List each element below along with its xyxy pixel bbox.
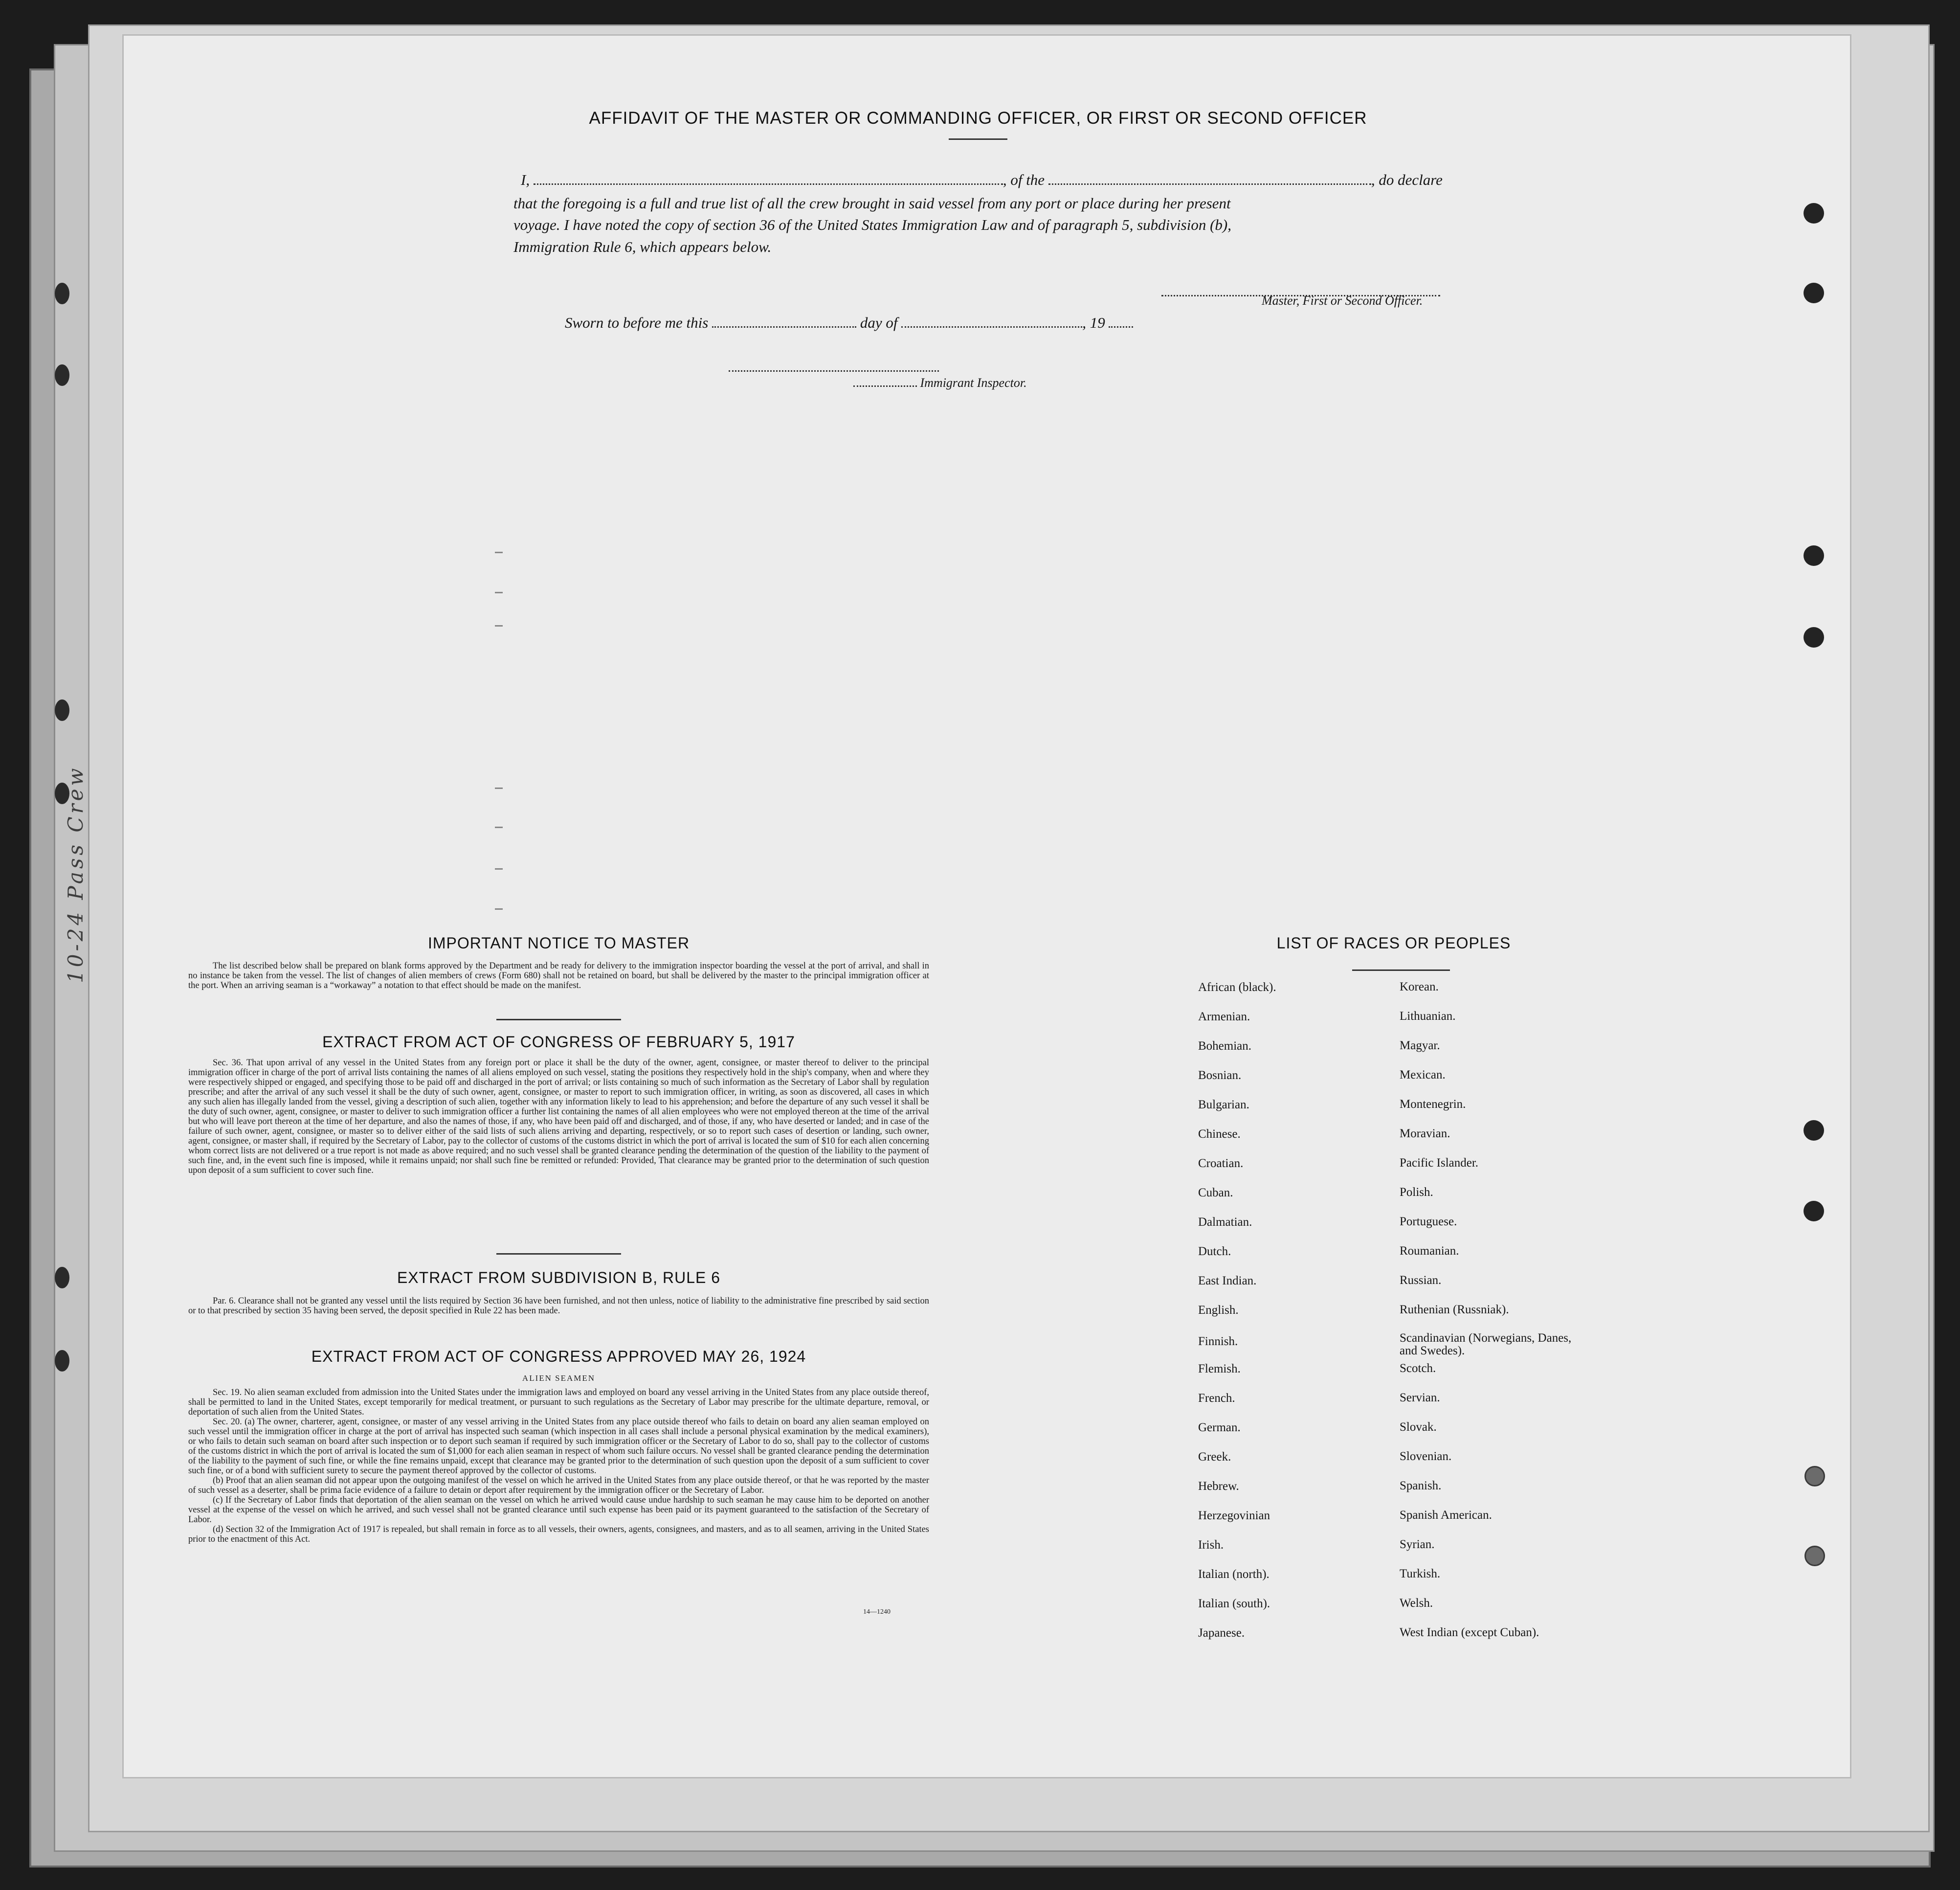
punch-hole	[1804, 1546, 1825, 1566]
affidavit-line-1	[521, 171, 1443, 189]
punch-hole	[1804, 1120, 1824, 1141]
faint-mark	[495, 552, 503, 553]
race-row	[1198, 1626, 1638, 1656]
officer-caption: Master, First or Second Officer.	[1262, 293, 1423, 308]
race-entry: Armenian.	[1198, 1010, 1250, 1023]
inspector-caption-text: Immigrant Inspector.	[920, 376, 1027, 390]
notice-paragraph: The list described below shall be prepared on blank forms approved by the Department and be ready for delivery to the immigration inspector boarding the vessel at the port of arrival, and shall in no instance be taken from the vessel. The list of changes of alien members of crews (Form 680) shall not be retained on board, but shall be delivered by the master to the principal immigration officer at the port. When an arriving seaman is a “workaway” a notation to that effect should be made on the manifest.	[188, 961, 929, 990]
race-entry: Spanish American.	[1400, 1508, 1492, 1522]
race-row	[1198, 1186, 1638, 1215]
affidavit-line-2: that the foregoing is a full and true list of all the crew brought in said vessel from any port or place during her present	[513, 195, 1231, 212]
race-entry: Russian.	[1400, 1274, 1442, 1287]
race-entry: Flemish.	[1198, 1362, 1241, 1375]
punch-hole	[1804, 283, 1824, 303]
race-entry: Portuguese.	[1400, 1215, 1457, 1228]
race-row	[1198, 1392, 1638, 1421]
section-rule	[496, 1253, 621, 1255]
faint-mark	[495, 788, 503, 789]
punch-hole	[1804, 203, 1824, 224]
race-entry: Scotch.	[1400, 1362, 1436, 1375]
race-entry: Irish.	[1198, 1538, 1224, 1552]
extract-rule6-body	[188, 1296, 929, 1316]
race-entry: Ruthenian (Russniak).	[1400, 1303, 1509, 1316]
extract-1924-body	[188, 1388, 929, 1544]
race-entry: French.	[1198, 1392, 1235, 1405]
race-row	[1198, 1098, 1638, 1127]
race-entry: Dalmatian.	[1198, 1215, 1252, 1229]
race-entry: Bulgarian.	[1198, 1098, 1249, 1111]
race-row	[1198, 1274, 1638, 1304]
sworn-day-field[interactable]	[712, 326, 856, 328]
affidavit-line-4: Immigration Rule 6, which appears below.	[513, 238, 772, 255]
race-entry: Servian.	[1400, 1391, 1440, 1404]
race-entry: German.	[1198, 1421, 1241, 1434]
extract-rule6-title: EXTRACT FROM SUBDIVISION B, RULE 6	[397, 1269, 721, 1286]
race-entry: Roumanian.	[1400, 1244, 1459, 1258]
race-entry: West Indian (except Cuban).	[1400, 1626, 1539, 1639]
faint-mark	[495, 625, 503, 627]
race-entry: Magyar.	[1400, 1039, 1440, 1052]
race-row	[1198, 1215, 1638, 1245]
race-entry: Bohemian.	[1198, 1039, 1252, 1053]
race-entry: Slovenian.	[1400, 1450, 1452, 1463]
race-entry: Herzegovinian	[1198, 1509, 1270, 1522]
sec-20c-paragraph: (c) If the Secretary of Labor finds that deportation of the alien seaman on the vessel on which he arrived would cause undue hardship to such seaman he may cause him to be deported on another vessel at the expense of the vessel on which he arrived, and such vessel shall not be granted clearance until such expense has been paid or its payment guaranteed to the satisfaction of the Secretary of Labor.	[188, 1495, 929, 1525]
race-entry: Pacific Islander.	[1400, 1156, 1479, 1170]
race-entry: Chinese.	[1198, 1127, 1241, 1141]
race-row	[1198, 1597, 1638, 1626]
race-row	[1198, 1127, 1638, 1157]
race-entry: Welsh.	[1400, 1597, 1433, 1610]
race-entry: Slovak.	[1400, 1420, 1437, 1434]
notice-title: IMPORTANT NOTICE TO MASTER	[427, 934, 690, 952]
year-label: , 19	[1082, 314, 1105, 331]
sec-20d-paragraph: (d) Section 32 of the Immigration Act of 1917 is repealed, but shall remain in force as to all vessels, their owners, agents, consignees, and masters, and as to all seamen, arriving in the United States prior to the enactment of this Act.	[188, 1525, 929, 1544]
race-entry: Montenegrin.	[1400, 1098, 1466, 1111]
faint-mark	[495, 868, 503, 870]
race-entry: Italian (south).	[1198, 1597, 1270, 1610]
sec-36-paragraph: Sec. 36. That upon arrival of any vessel in the United States from any foreign port or place it shall be the duty of the owner, agent, consignee, or master thereof to deliver to the principal immigration officer in charge of the port of arrival lists containing the names of all aliens employed on such vessel, stating the positions they respectively hold in the ship's company, when and where they were respectively shipped or engaged, and specifying those to be paid off and discharged in the port of arrival; or lists containing so much of such information as the Secretary of Labor shall by regulation prescribe; and after the arrival of any such vessel it shall be the duty of such owner, agent, consignee, or master to report to such immigration officer, in writing, as soon as discovered, all cases in which any such alien has illegally landed from the vessel, giving a description of such alien, together with any information likely to lead to his apprehension; and before the departure of any such vessel it shall be the duty of such owner, agent, consignee, or master to deliver to such immigration officer a further list containing the names of all alien employees who were not employed thereon at the time of the arrival but who will leave port thereon at the time of her departure, and also the names of those, if any, who have been paid off and discharged, and of those, if any, who have deserted or landed; and in case of the failure of such owner, agent, consignee, or master so to deliver either of the said lists of such aliens arriving and departing, respectively, or so to report such cases of desertion or landing, such owner, agent, consignee, or master shall, if required by the Secretary of Labor, pay to the collector of customs of the customs district in which the port of arrival is located the sum of $10 for each alien concerning whom correct lists are not delivered or a true report is not made as above required; and no such vessel shall be granted clearance pending the determination of the question of the liability to the payment of such fine, and, in the event such fine is imposed, while it remains unpaid; nor shall such fine be remitted or refunded: Provided, That clearance may be granted prior to the determination of such question upon deposit of a sum sufficient to cover such fine.	[188, 1058, 929, 1175]
race-row	[1198, 1538, 1638, 1568]
race-row	[1198, 1509, 1638, 1538]
race-entry: Cuban.	[1198, 1186, 1233, 1199]
race-entry: Scandinavian (Norwegians, Danes, and Swedes).	[1400, 1331, 1572, 1357]
punch-hole	[1804, 627, 1824, 648]
race-entry: Japanese.	[1198, 1626, 1245, 1640]
race-entry: Lithuanian.	[1400, 1010, 1456, 1023]
race-entry: Finnish.	[1198, 1335, 1238, 1348]
race-row	[1198, 1039, 1638, 1069]
affidavit-line-3: voyage. I have noted the copy of section 36 of the United States Immigration Law and of paragraph 5, subdivision (b),	[513, 216, 1231, 233]
sec-19-paragraph: Sec. 19. No alien seaman excluded from admission into the United States under the immigration laws and employed on board any vessel arriving in the United States from any place outside thereof, shall be permitted to land in the United States, except temporarily for medical treatment, or pursuant to such regulations as the Secretary of Labor may prescribe for the ultimate departure, removal, or deportation of such alien from the United States.	[188, 1388, 929, 1417]
sworn-year-field[interactable]	[1109, 326, 1133, 328]
binding-hole	[55, 283, 69, 304]
affidavit-title: AFFIDAVIT OF THE MASTER OR COMMANDING OFFICER, OR FIRST OR SECOND OFFICER	[589, 109, 1367, 128]
race-entry: Mexican.	[1400, 1068, 1446, 1081]
alien-seamen-subtitle: ALIEN SEAMEN	[522, 1373, 596, 1383]
section-rule	[496, 1019, 621, 1020]
race-entry: Italian (north).	[1198, 1568, 1270, 1581]
declarant-label: I,	[521, 171, 530, 188]
race-entry: Croatian.	[1198, 1157, 1244, 1170]
sworn-label: Sworn to before me this	[565, 314, 709, 331]
races-title: LIST OF RACES OR PEOPLES	[1276, 934, 1511, 952]
races-title-rule	[1352, 969, 1450, 971]
race-entry: Hebrew.	[1198, 1480, 1239, 1493]
inspector-signature-field[interactable]	[729, 358, 939, 376]
race-entry: Bosnian.	[1198, 1069, 1242, 1082]
binding-hole	[55, 1267, 69, 1288]
sec-20a-paragraph: Sec. 20. (a) The owner, charterer, agent, consignee, or master of any vessel arriving in the United States from any place outside thereof who fails to detain on board any alien seaman employed on such vessel until the immigration officer in charge at the port of arrival has inspected such seaman (which inspection in all cases shall include a personal physical examination by the medical examiners), or who fails to detain such seaman on board after such inspection or to deport such seaman if required by such immigration officer or the Secretary of Labor to do so, shall pay to the collector of customs of the customs district in which the port of arrival is located the sum of $1,000 for each alien seaman in respect of whom such failure occurs. No vessel shall be granted clearance pending the determination of the liability to the payment of such fine, or while the fine remains unpaid, except that clearance may be granted prior to the determination of such question upon the deposit of a sum sufficient to cover such fine, or of a bond with sufficient surety to secure the payment thereof approved by the collector of customs.	[188, 1417, 929, 1476]
race-entry: African (black).	[1198, 981, 1276, 994]
extract-1917-body	[188, 1058, 929, 1175]
race-entry: Dutch.	[1198, 1245, 1231, 1258]
race-entry: English.	[1198, 1304, 1239, 1317]
race-row	[1198, 1010, 1638, 1039]
punch-hole	[1804, 545, 1824, 566]
race-entry: Turkish.	[1400, 1567, 1441, 1580]
race-row	[1198, 1069, 1638, 1098]
inspector-caption	[853, 376, 1027, 390]
notice-body	[188, 961, 929, 990]
faint-mark	[495, 908, 503, 910]
race-row	[1198, 981, 1638, 1010]
race-row	[1198, 1421, 1638, 1450]
race-entry: Moravian.	[1400, 1127, 1450, 1140]
form-number: 14—1240	[863, 1608, 891, 1616]
race-row	[1198, 1332, 1638, 1361]
race-row	[1198, 1245, 1638, 1274]
race-entry: Korean.	[1400, 980, 1439, 993]
race-row	[1198, 1568, 1638, 1597]
race-entry: Polish.	[1400, 1186, 1433, 1199]
race-row	[1198, 1362, 1638, 1392]
race-entry: Greek.	[1198, 1450, 1231, 1463]
day-of-label: day of	[860, 314, 898, 331]
race-entry: East Indian.	[1198, 1274, 1257, 1287]
race-entry: Syrian.	[1400, 1538, 1435, 1551]
extract-1924-title: EXTRACT FROM ACT OF CONGRESS APPROVED MAY 26, 1924	[311, 1348, 806, 1365]
race-entry: Spanish.	[1400, 1479, 1442, 1492]
race-row	[1198, 1450, 1638, 1480]
extract-1917-title: EXTRACT FROM ACT OF CONGRESS OF FEBRUARY 5, 1917	[322, 1033, 795, 1051]
punch-hole	[1804, 1201, 1824, 1221]
race-row	[1198, 1480, 1638, 1509]
do-declare-label: , do declare	[1371, 171, 1443, 188]
title-rule	[949, 138, 1007, 140]
binding-hole	[55, 1350, 69, 1372]
sworn-line	[565, 314, 1133, 332]
punch-hole	[1804, 1466, 1825, 1486]
declarant-name-field[interactable]	[534, 183, 1003, 185]
race-row	[1198, 1304, 1638, 1333]
faint-mark	[495, 592, 503, 593]
race-row	[1198, 1157, 1638, 1186]
sworn-month-field[interactable]	[901, 326, 1082, 328]
vessel-name-field[interactable]	[1048, 183, 1371, 185]
sec-20b-paragraph: (b) Proof that an alien seaman did not appear upon the outgoing manifest of the vessel on which he arrived in the United States from any place outside thereof, or that he was reported by the master of such vessel as a deserter, shall be prima facie evidence of a failure to detain or deport after requirement by the immigration officer or the Secretary of Labor.	[188, 1476, 929, 1495]
handwritten-margin-note: 10-24 Pass Crew	[64, 765, 88, 983]
faint-mark	[495, 827, 503, 828]
binding-hole	[55, 364, 69, 386]
of-the-label: , of the	[1002, 171, 1045, 188]
par-6-paragraph: Par. 6. Clearance shall not be granted any vessel until the lists required by Section 36 have been furnished, and not then unless, notice of liability to the administrative fine prescribed by said section or to that prescribed by section 35 having been served, the deposit specified in Rule 22 has been made.	[188, 1296, 929, 1316]
